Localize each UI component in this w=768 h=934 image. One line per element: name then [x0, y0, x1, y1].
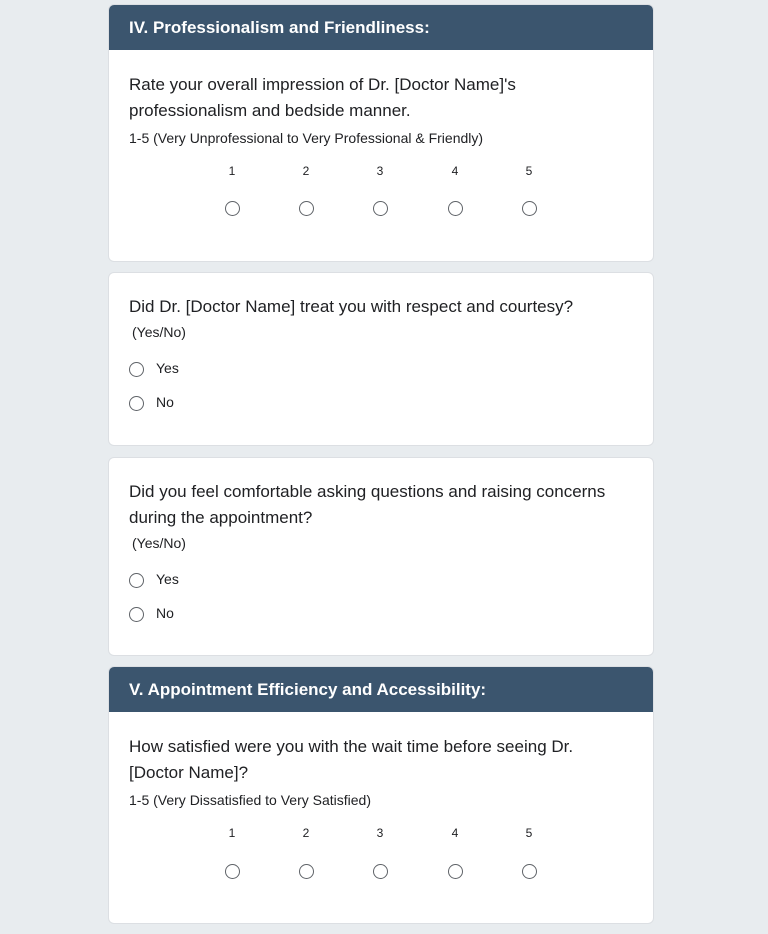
comfort-options: [129, 565, 633, 633]
rating-scale-professionalism: [129, 148, 633, 228]
rating-radio-3[interactable]: [373, 864, 388, 879]
option-yes-label: Yes: [156, 360, 179, 376]
question-respect-hint: (Yes/No): [132, 324, 186, 340]
question-comfort-card: [108, 457, 654, 656]
question-wait-time-hint: 1-5 (Very Dissatisfied to Very Satisfied): [129, 792, 371, 808]
section-iv-header: IV. Professionalism and Friendliness:: [109, 5, 653, 50]
scale-label-4: 4: [451, 164, 459, 178]
scale-label-2: 2: [302, 164, 310, 178]
rating-radio-4[interactable]: [448, 201, 463, 216]
rating-scale-wait-time: [129, 810, 633, 890]
radio-no[interactable]: [129, 396, 144, 411]
radio-yes[interactable]: [129, 573, 144, 588]
section-v-header: V. Appointment Efficiency and Accessibility:: [109, 667, 653, 712]
option-yes-label: Yes: [156, 571, 179, 587]
rating-radio-5[interactable]: [522, 864, 537, 879]
question-professionalism: [109, 50, 653, 228]
question-professionalism-title-1: Rate your overall impression of Dr. [Doctor Name]'s: [129, 75, 516, 94]
section-iv-card: [108, 4, 654, 262]
question-wait-time: [109, 712, 653, 890]
option-no[interactable]: [129, 388, 633, 422]
question-professionalism-hint: 1-5 (Very Unprofessional to Very Professional & Friendly): [129, 130, 484, 146]
rating-radio-2[interactable]: [299, 864, 314, 879]
rating-radio-2[interactable]: [299, 201, 314, 216]
option-yes[interactable]: [129, 354, 633, 388]
question-respect: [109, 273, 653, 422]
scale-label-1: 1: [228, 164, 236, 178]
scale-label-5: 5: [525, 826, 533, 840]
rating-radio-4[interactable]: [448, 864, 463, 879]
question-respect-card: [108, 272, 654, 446]
section-v-card: [108, 666, 654, 924]
question-comfort-hint: (Yes/No): [132, 535, 186, 551]
option-no-label: No: [156, 605, 174, 621]
option-yes[interactable]: [129, 565, 633, 599]
radio-yes[interactable]: [129, 362, 144, 377]
question-comfort-title-2: during the appointment?: [129, 508, 313, 527]
respect-options: [129, 354, 633, 422]
scale-label-5: 5: [525, 164, 533, 178]
question-comfort-title-1: Did you feel comfortable asking questions and raising concerns: [129, 482, 606, 501]
radio-no[interactable]: [129, 607, 144, 622]
scale-label-4: 4: [451, 826, 459, 840]
question-professionalism-title-2: professionalism and bedside manner.: [129, 101, 411, 120]
scale-label-1: 1: [228, 826, 236, 840]
rating-radio-5[interactable]: [522, 201, 537, 216]
question-wait-time-title-2: [Doctor Name]?: [129, 763, 249, 782]
question-comfort: [109, 458, 653, 633]
option-no-label: No: [156, 394, 174, 410]
rating-radio-1[interactable]: [225, 864, 240, 879]
question-respect-title: Did Dr. [Doctor Name] treat you with respect and courtesy?: [129, 297, 574, 316]
rating-radio-3[interactable]: [373, 201, 388, 216]
rating-radio-1[interactable]: [225, 201, 240, 216]
scale-label-2: 2: [302, 826, 310, 840]
scale-label-3: 3: [376, 826, 384, 840]
question-wait-time-title-1: How satisfied were you with the wait time before seeing Dr.: [129, 737, 574, 756]
option-no[interactable]: [129, 599, 633, 633]
scale-label-3: 3: [376, 164, 384, 178]
